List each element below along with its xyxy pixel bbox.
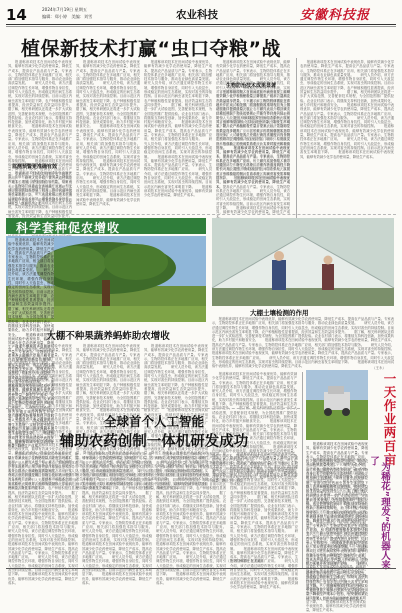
pest-headline: 大棚不种果蔬养蚂蚱助农增收 (46, 331, 170, 342)
right-column-divider (302, 372, 303, 568)
page-number: 14 (6, 6, 27, 24)
side-article-col (300, 60, 394, 211)
photo-story-text (212, 317, 394, 365)
ai-article-col-4 (230, 452, 298, 556)
right-column-title-2: “为稀花”理发”的机器人来了 (368, 456, 390, 570)
editor-line: 编辑：郑小婷 美编：刘雪 (42, 14, 93, 19)
greenhouse-photo (212, 218, 394, 306)
ai-headline-line2: 辅助农药创制一体机研发成功 (59, 434, 249, 450)
main-subhead-2: 生物防治技术成果显著 (226, 83, 277, 89)
ai-byline: （王 博 韩瑞玲 吴龙斌） (226, 559, 265, 563)
main-subhead-1: 监测预警更准确有效 (12, 164, 58, 170)
header-rule (6, 24, 396, 25)
main-article-col-3 (144, 60, 212, 211)
lower-divider (6, 408, 300, 409)
ai-headline-line1: 全球首个人工智能 (103, 414, 204, 429)
band-article-text (8, 238, 54, 318)
main-headline: 植保新技术打赢“虫口夺粮”战 (21, 38, 281, 60)
section-name: 农业科技 (176, 9, 218, 21)
green-band-title: 科学套种促农增收 (16, 221, 121, 235)
main-article-col-1 (8, 60, 72, 160)
ai-article-col-1 (8, 452, 78, 562)
field-photo (306, 370, 368, 440)
ai-article-col-2 (82, 452, 152, 562)
main-article-col-1b (8, 171, 72, 211)
right-column-text (306, 458, 366, 564)
bottom-rule (6, 568, 396, 569)
section-divider (6, 214, 396, 215)
right-column-title-1: 一天作业两百亩 (382, 372, 397, 467)
main-article-col-2 (76, 60, 140, 211)
photo-story-headline: 大棚土壤检测的作用 (250, 309, 309, 317)
pest-article-col-2 (76, 344, 140, 404)
column-divider-v (296, 58, 297, 218)
ai-article-col-3 (156, 452, 226, 562)
pest-article-col-3 (144, 344, 208, 404)
pest-article-col-4 (212, 372, 297, 404)
green-band (6, 218, 206, 234)
masthead-logo: 安徽科技报 (300, 8, 371, 23)
main-article-col-4b (216, 90, 290, 211)
main-article-col-4a (216, 60, 290, 78)
header-rule-thin (6, 26, 396, 27)
date-line: 2024年7月19日 星期五 (42, 7, 88, 12)
right-photo-caption: 报道称该项技术在田间试验中表现优异，能够有效减少化学农药使用量，降低生产成本，提高农产品品质与产量。专家表示，生物防控体系正在多地推广应用，相关部门将加强技术指导与服务，推动农业绿色高质量发展。 研究人员介绍，该方法通过调控作物生长环境，增强作物自身抗性，同时引入天敌昆虫，形成稳定的田间生态系统，实现对害虫的持续控制。目前示范区内病虫害发生率明显下降，农户种植积极性显著提高，经济效益和生态效益同步提升。 据了解，相关科研团队还将进一步扩大试验范围，完善配套技术规程，为全国范围推广提供经验。农业农村部门表示，将继续支持科技创新，加快成果转化，助力乡村振兴和粮食安全。 报道称该项技术在田间试验中表现优异，能够有效减少化学农药使用量，降低生产成本，提高农产品品质与产量。专家表示，生物防控体系正在多地推广应用，相关部门将加强技术指导与服务。 研究人员介绍，该方法通过调控作物生长环境，增强作物自身抗性，同时引入天敌昆虫，形成稳定的田间生态系统，实现对害虫的持续控制。 报道称该项技术在田间试验中表现优异，能够有效减少化学农药使用量，降低生产成本，提高农产品品质与产量。专家表示，生物防控体系正在多地推广应用。 研究人员介绍，该方法通过调控作物生长环境，增强作物自身抗性，同时引入天敌昆虫，形成稳定的田间生态系统，实现对害虫的持续控制。目前示范区内病虫害发生率明显下降。 报道称该项技术在田间试验中表现优异，能够有效减少化学农药使用量，降低生产成本。 近日，在安徽省某农场，技术人员正在田间调试作业机器人。 (306, 442, 368, 456)
pest-article-col-1 (8, 344, 72, 404)
photo-story-byline: （王永） (372, 366, 386, 370)
